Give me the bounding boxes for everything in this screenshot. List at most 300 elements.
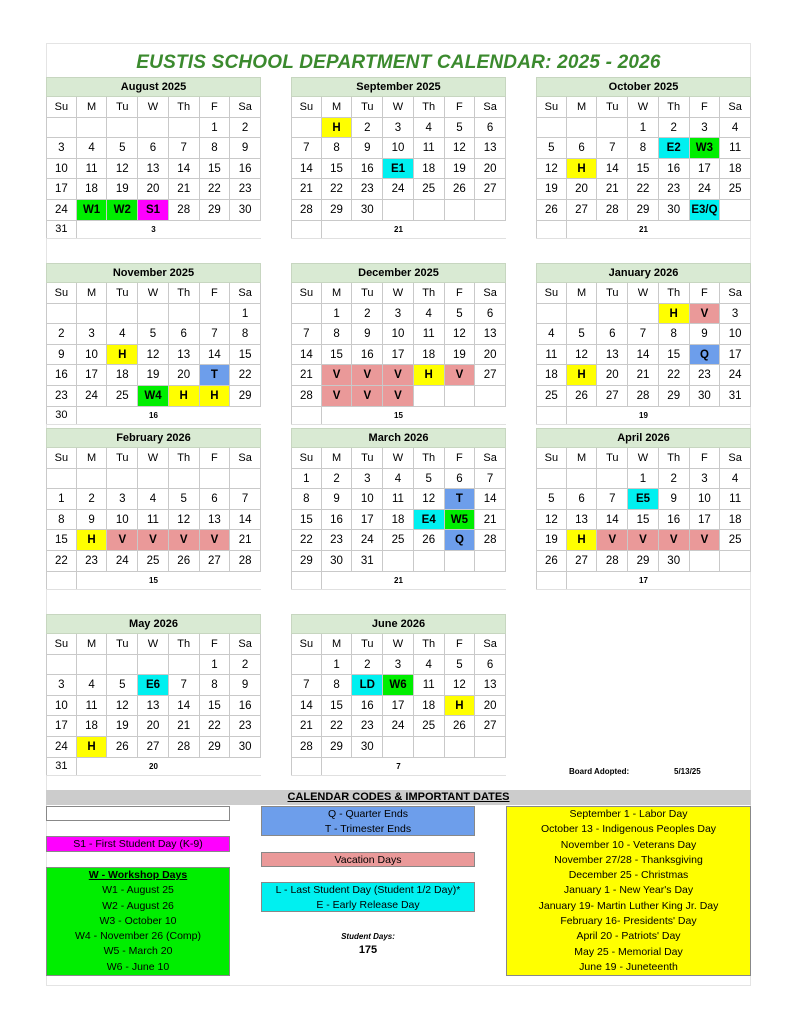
day-cell: E4 (414, 510, 445, 531)
day-cell: 4 (720, 118, 751, 139)
footer-blank (352, 572, 383, 589)
weekday-header: Su (291, 448, 322, 469)
legend-q: Q - Quarter Ends (328, 808, 408, 820)
day-cell: 29 (200, 737, 231, 758)
footer-blank (690, 221, 721, 238)
day-cell: 13 (200, 510, 231, 531)
day-cell: 21 (628, 365, 659, 386)
day-cell: 9 (352, 324, 383, 345)
weekday-header: F (445, 283, 476, 304)
day-cell: 9 (230, 138, 261, 159)
day-cell: E6 (138, 675, 169, 696)
day-cell: 30 (322, 551, 353, 572)
footer-blank (107, 572, 138, 589)
day-cell: 13 (475, 138, 506, 159)
day-cell: 14 (475, 489, 506, 510)
day-cell (445, 386, 476, 407)
day-cell: 1 (322, 655, 353, 676)
weekday-header: Sa (475, 97, 506, 118)
day-cell: 14 (169, 159, 200, 180)
student-day-count: 3 (151, 224, 156, 234)
day-cell: E2 (659, 138, 690, 159)
day-cell: 23 (352, 179, 383, 200)
day-cell: 5 (107, 675, 138, 696)
day-cell: V (352, 386, 383, 407)
day-cell: 12 (138, 345, 169, 366)
day-cell: 12 (445, 675, 476, 696)
day-cell: 14 (597, 510, 628, 531)
footer-blank (352, 221, 383, 238)
day-cell: 2 (352, 655, 383, 676)
day-cell: 23 (690, 365, 721, 386)
day-cell: 14 (291, 345, 322, 366)
day-cell: 23 (46, 386, 77, 407)
student-day-count: 15 (394, 410, 403, 420)
month-title: February 2026 (46, 428, 261, 448)
day-cell: H (659, 304, 690, 325)
day-cell: 12 (567, 345, 598, 366)
holiday-item: January 19- Martin Luther King Jr. Day (538, 899, 719, 912)
day-cell: 1 (46, 489, 77, 510)
day-cell: 16 (322, 510, 353, 531)
day-cell: E3/Q (690, 200, 721, 221)
day-cell: 25 (536, 386, 567, 407)
month-grid (536, 283, 751, 407)
workshop-item: W3 - October 10 (99, 914, 177, 927)
day-cell: LD (352, 675, 383, 696)
day-cell: 11 (77, 696, 108, 717)
day-cell: V (322, 365, 353, 386)
day-cell: 29 (659, 386, 690, 407)
day-cell: 15 (628, 159, 659, 180)
footer-blank (567, 572, 598, 589)
day-cell: 10 (77, 345, 108, 366)
day-cell: 19 (138, 365, 169, 386)
day-cell: 8 (291, 489, 322, 510)
weekday-header: Su (291, 283, 322, 304)
weekday-header: M (322, 97, 353, 118)
day-cell: 19 (536, 179, 567, 200)
day-cell: 26 (414, 530, 445, 551)
day-cell: 6 (475, 655, 506, 676)
month-title: August 2025 (46, 77, 261, 97)
day-cell: E5 (628, 489, 659, 510)
workshop-item: W2 - August 26 (102, 899, 174, 912)
day-cell: 13 (169, 345, 200, 366)
day-cell: 19 (445, 159, 476, 180)
footer-blank (690, 407, 721, 424)
day-cell: V (690, 530, 721, 551)
day-cell: 21 (475, 510, 506, 531)
footer-blank (200, 407, 231, 424)
day-cell (230, 469, 261, 490)
day-cell: W4 (138, 386, 169, 407)
day-cell (291, 655, 322, 676)
day-cell (77, 655, 108, 676)
day-cell: 16 (352, 345, 383, 366)
month-grid (536, 448, 751, 572)
day-cell: 2 (659, 469, 690, 490)
day-cell: 17 (690, 159, 721, 180)
day-cell: H (322, 118, 353, 139)
day-cell: 15 (46, 530, 77, 551)
weekday-header: Tu (597, 448, 628, 469)
day-cell: W6 (383, 675, 414, 696)
month-title: December 2025 (291, 263, 506, 283)
day-cell: 18 (536, 365, 567, 386)
day-cell: 24 (107, 551, 138, 572)
day-cell (720, 200, 751, 221)
day-cell: 12 (536, 159, 567, 180)
day-cell: 14 (597, 159, 628, 180)
board-adopted-date: 5/13/25 (674, 767, 701, 776)
day-cell: V (659, 530, 690, 551)
month-title: January 2026 (536, 263, 751, 283)
day-cell: 26 (445, 716, 476, 737)
day-cell: 26 (567, 386, 598, 407)
day-cell (169, 655, 200, 676)
day-cell: 5 (536, 138, 567, 159)
day-cell: 28 (230, 551, 261, 572)
day-cell (138, 655, 169, 676)
day-cell (383, 737, 414, 758)
day-cell: 4 (138, 489, 169, 510)
day-cell: 15 (322, 696, 353, 717)
weekday-header: Th (169, 448, 200, 469)
student-day-count: 21 (639, 224, 648, 234)
day-cell: 30 (690, 386, 721, 407)
day-cell: 30 (659, 200, 690, 221)
day-cell: 9 (322, 489, 353, 510)
day-cell: 15 (628, 510, 659, 531)
day-cell: H (445, 696, 476, 717)
overflow-day (291, 221, 322, 238)
day-cell: 25 (138, 551, 169, 572)
day-cell: 8 (200, 675, 231, 696)
student-day-count: 21 (394, 575, 403, 585)
day-cell: 17 (46, 179, 77, 200)
footer-blank (322, 758, 353, 775)
day-cell: 25 (107, 386, 138, 407)
day-cell: 29 (230, 386, 261, 407)
weekday-header: W (383, 97, 414, 118)
day-cell: 30 (352, 200, 383, 221)
footer-blank (475, 758, 506, 775)
legend-vacation: Vacation Days (261, 852, 475, 867)
day-cell: 10 (352, 489, 383, 510)
day-cell: 24 (77, 386, 108, 407)
weekday-header: W (138, 634, 169, 655)
day-cell: 13 (475, 675, 506, 696)
day-cell: 22 (46, 551, 77, 572)
weekday-header: Su (536, 448, 567, 469)
day-cell (169, 469, 200, 490)
footer-blank (169, 221, 200, 238)
weekday-header: F (200, 283, 231, 304)
day-cell: 9 (77, 510, 108, 531)
month-10 (291, 614, 506, 776)
day-cell: 8 (628, 138, 659, 159)
footer-blank (352, 407, 383, 424)
weekday-header: M (322, 634, 353, 655)
month-footer (536, 221, 751, 239)
day-cell: 7 (291, 675, 322, 696)
footer-blank (659, 572, 690, 589)
day-cell: 9 (46, 345, 77, 366)
day-cell: 6 (475, 304, 506, 325)
weekday-header: Su (291, 97, 322, 118)
day-cell: 15 (322, 159, 353, 180)
holiday-item: November 27/28 - Thanksgiving (554, 853, 703, 866)
student-day-count: 7 (396, 761, 401, 771)
day-cell: 2 (352, 304, 383, 325)
day-cell: 16 (659, 510, 690, 531)
day-cell: 11 (138, 510, 169, 531)
day-cell (383, 200, 414, 221)
overflow-day: 31 (46, 221, 77, 238)
day-cell: V (169, 530, 200, 551)
day-cell: 1 (200, 118, 231, 139)
day-cell: 14 (230, 510, 261, 531)
day-cell (475, 386, 506, 407)
day-cell (597, 469, 628, 490)
weekday-header: Sa (475, 448, 506, 469)
day-cell: 27 (200, 551, 231, 572)
overflow-day (536, 221, 567, 238)
weekday-header: Sa (720, 97, 751, 118)
day-cell: 29 (628, 200, 659, 221)
weekday-header: Th (659, 283, 690, 304)
day-cell: V (690, 304, 721, 325)
month-title: October 2025 (536, 77, 751, 97)
weekday-header: F (200, 448, 231, 469)
day-cell: 24 (352, 530, 383, 551)
day-cell (475, 200, 506, 221)
day-cell: H (414, 365, 445, 386)
day-cell: 9 (690, 324, 721, 345)
student-days-label-text: Student Days: (341, 932, 395, 941)
day-cell: 1 (200, 655, 231, 676)
day-cell (107, 304, 138, 325)
day-cell: 3 (46, 675, 77, 696)
day-cell: 10 (46, 696, 77, 717)
day-cell: T (200, 365, 231, 386)
day-cell: 7 (169, 138, 200, 159)
day-cell: 2 (659, 118, 690, 139)
day-cell: 30 (230, 200, 261, 221)
day-cell: H (567, 365, 598, 386)
day-cell: 6 (169, 324, 200, 345)
day-cell: 7 (291, 324, 322, 345)
footer-blank (720, 221, 751, 238)
footer-blank (445, 758, 476, 775)
day-cell: 11 (720, 138, 751, 159)
day-cell: 18 (720, 159, 751, 180)
day-cell: V (383, 386, 414, 407)
day-cell: 1 (322, 304, 353, 325)
day-cell: 4 (77, 138, 108, 159)
day-cell: 10 (107, 510, 138, 531)
day-cell: 7 (230, 489, 261, 510)
day-cell: 28 (597, 551, 628, 572)
weekday-header: W (138, 97, 169, 118)
footer-blank (169, 572, 200, 589)
day-cell (77, 304, 108, 325)
day-cell (200, 469, 231, 490)
day-cell (291, 118, 322, 139)
day-cell: 14 (628, 345, 659, 366)
day-cell: 26 (536, 551, 567, 572)
student-days-value (261, 943, 475, 958)
month-title: May 2026 (46, 614, 261, 634)
day-cell: 1 (230, 304, 261, 325)
day-cell: 3 (383, 655, 414, 676)
day-cell (445, 200, 476, 221)
footer-blank (107, 407, 138, 424)
student-days-label (261, 929, 475, 944)
day-cell (77, 469, 108, 490)
footer-blank (77, 221, 108, 238)
day-cell: 15 (659, 345, 690, 366)
day-cell: 29 (291, 551, 322, 572)
weekday-header: Sa (475, 634, 506, 655)
day-cell (169, 118, 200, 139)
student-day-count: 21 (394, 224, 403, 234)
month-title: April 2026 (536, 428, 751, 448)
day-cell: 4 (414, 118, 445, 139)
footer-blank (322, 407, 353, 424)
holiday-item: October 13 - Indigenous Peoples Day (540, 823, 717, 836)
day-cell: 17 (383, 696, 414, 717)
overflow-day: 30 (46, 407, 77, 424)
day-cell: 1 (291, 469, 322, 490)
weekday-header: Su (536, 97, 567, 118)
day-cell: 5 (107, 138, 138, 159)
weekday-header: Su (46, 448, 77, 469)
workshop-item: W5 - March 20 (103, 945, 173, 958)
day-cell: 7 (628, 324, 659, 345)
day-cell: H (77, 530, 108, 551)
weekday-header: M (77, 97, 108, 118)
footer-blank (597, 572, 628, 589)
footer-blank (414, 221, 445, 238)
day-cell (414, 200, 445, 221)
day-cell: 5 (169, 489, 200, 510)
day-cell: 13 (138, 696, 169, 717)
day-cell: 27 (475, 365, 506, 386)
day-cell (414, 737, 445, 758)
day-cell: 6 (138, 138, 169, 159)
weekday-header: Tu (352, 448, 383, 469)
day-cell: 13 (597, 345, 628, 366)
weekday-header: M (567, 448, 598, 469)
day-cell: 12 (445, 138, 476, 159)
day-cell: 28 (597, 200, 628, 221)
day-cell (720, 551, 751, 572)
day-cell: V (138, 530, 169, 551)
footer-blank (77, 572, 108, 589)
day-cell: 22 (322, 179, 353, 200)
day-cell: 15 (200, 159, 231, 180)
weekday-header: F (445, 448, 476, 469)
day-cell (445, 551, 476, 572)
day-cell: 28 (169, 200, 200, 221)
footer-blank (659, 221, 690, 238)
day-cell: 11 (383, 489, 414, 510)
month-grid (291, 448, 506, 572)
day-cell: 21 (291, 179, 322, 200)
day-cell: H (169, 386, 200, 407)
weekday-header: Th (659, 97, 690, 118)
footer-blank (597, 407, 628, 424)
day-cell: 21 (291, 716, 322, 737)
holiday-item: February 16- Presidents' Day (560, 915, 697, 928)
day-cell: 27 (475, 179, 506, 200)
day-cell (138, 118, 169, 139)
month-footer (46, 758, 261, 776)
day-cell (690, 551, 721, 572)
day-cell: 22 (322, 716, 353, 737)
day-cell: 31 (352, 551, 383, 572)
day-cell: 2 (77, 489, 108, 510)
day-cell: 12 (536, 510, 567, 531)
day-cell: 10 (383, 324, 414, 345)
day-cell: 8 (200, 138, 231, 159)
day-cell: 8 (46, 510, 77, 531)
day-cell: 21 (169, 716, 200, 737)
day-cell: 20 (475, 345, 506, 366)
day-cell: 25 (720, 530, 751, 551)
weekday-header: Tu (107, 634, 138, 655)
footer-blank (169, 407, 200, 424)
legend-quarter-trimester (261, 806, 475, 836)
weekday-header: Th (659, 448, 690, 469)
day-cell: 6 (567, 138, 598, 159)
footer-blank (445, 407, 476, 424)
weekday-header: M (77, 283, 108, 304)
footer-blank (659, 407, 690, 424)
legend-s1: S1 - First Student Day (K-9) (46, 836, 230, 852)
weekday-header: W (383, 283, 414, 304)
day-cell: 12 (107, 159, 138, 180)
workshop-item: W6 - June 10 (106, 960, 170, 973)
day-cell: 24 (690, 179, 721, 200)
weekday-header: Sa (475, 283, 506, 304)
day-cell: 28 (291, 386, 322, 407)
footer-blank (169, 758, 200, 775)
day-cell: 29 (322, 737, 353, 758)
day-cell: 13 (138, 159, 169, 180)
day-cell: 16 (230, 159, 261, 180)
student-day-count: 19 (639, 410, 648, 420)
day-cell (567, 118, 598, 139)
day-cell: H (77, 737, 108, 758)
day-cell: 17 (690, 510, 721, 531)
footer-blank (107, 221, 138, 238)
day-cell: 28 (169, 737, 200, 758)
month-footer (291, 572, 506, 590)
weekday-header: M (322, 448, 353, 469)
legend-l: L - Last Student Day (Student 1/2 Day)* (275, 884, 461, 896)
day-cell: 18 (383, 510, 414, 531)
student-days-value-text: 175 (358, 944, 378, 956)
day-cell (475, 737, 506, 758)
day-cell: 24 (720, 365, 751, 386)
day-cell: 9 (659, 489, 690, 510)
day-cell: V (383, 365, 414, 386)
weekday-header: Th (414, 448, 445, 469)
day-cell: 21 (597, 179, 628, 200)
